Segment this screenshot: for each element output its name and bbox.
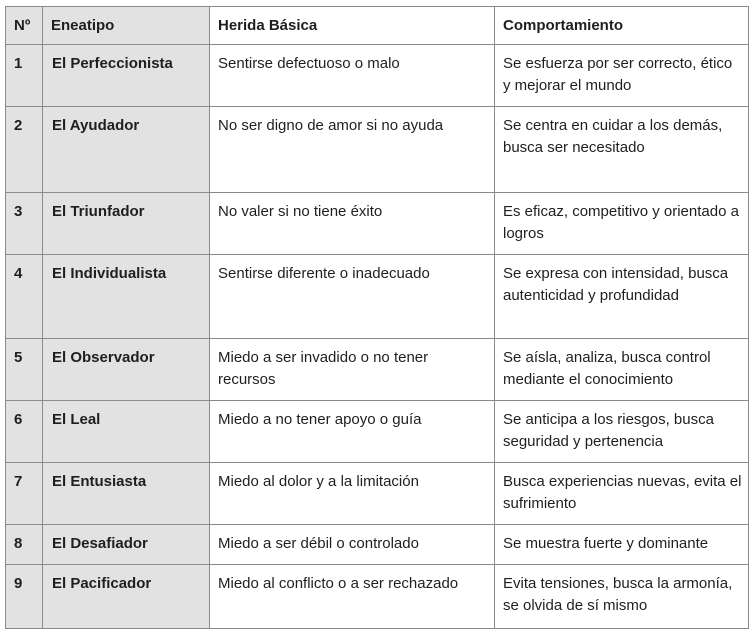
cell-comportamiento: Se expresa con intensidad, busca autenticidad y profundidad — [495, 255, 749, 339]
cell-num: 2 — [6, 107, 43, 193]
cell-herida: Miedo a ser invadido o no tener recursos — [210, 339, 495, 401]
cell-eneatipo: El Pacificador — [43, 565, 210, 629]
cell-num: 6 — [6, 401, 43, 463]
table-row — [6, 339, 749, 401]
cell-num: 4 — [6, 255, 43, 339]
cell-herida: Miedo al conflicto o a ser rechazado — [210, 565, 495, 629]
cell-eneatipo: El Individualista — [43, 255, 210, 339]
cell-comportamiento: Se muestra fuerte y dominante — [495, 525, 749, 565]
cell-eneatipo: El Ayudador — [43, 107, 210, 193]
cell-num: 9 — [6, 565, 43, 629]
table-row — [6, 565, 749, 629]
cell-herida: Miedo a no tener apoyo o guía — [210, 401, 495, 463]
cell-num: 3 — [6, 193, 43, 255]
cell-eneatipo: El Triunfador — [43, 193, 210, 255]
cell-comportamiento: Se esfuerza por ser correcto, ético y mejorar el mundo — [495, 45, 749, 107]
header-num: Nº — [6, 7, 43, 45]
table-row — [6, 255, 749, 339]
table-row — [6, 401, 749, 463]
cell-herida: Sentirse defectuoso o malo — [210, 45, 495, 107]
cell-num: 7 — [6, 463, 43, 525]
cell-eneatipo: El Observador — [43, 339, 210, 401]
header-comportamiento: Comportamiento — [495, 7, 749, 45]
cell-comportamiento: Evita tensiones, busca la armonía, se olvida de sí mismo — [495, 565, 749, 629]
cell-herida: Miedo al dolor y a la limitación — [210, 463, 495, 525]
cell-num: 8 — [6, 525, 43, 565]
table-row — [6, 463, 749, 525]
cell-comportamiento: Es eficaz, competitivo y orientado a logros — [495, 193, 749, 255]
cell-eneatipo: El Leal — [43, 401, 210, 463]
table-row — [6, 45, 749, 107]
eneatipos-table — [5, 6, 749, 629]
table-row — [6, 107, 749, 193]
cell-num: 1 — [6, 45, 43, 107]
cell-eneatipo: El Perfeccionista — [43, 45, 210, 107]
cell-comportamiento: Se centra en cuidar a los demás, busca ser necesitado — [495, 107, 749, 193]
table-row — [6, 193, 749, 255]
cell-eneatipo: El Entusiasta — [43, 463, 210, 525]
header-herida: Herida Básica — [210, 7, 495, 45]
cell-num: 5 — [6, 339, 43, 401]
header-row — [6, 7, 749, 45]
cell-herida: Sentirse diferente o inadecuado — [210, 255, 495, 339]
cell-comportamiento: Se anticipa a los riesgos, busca seguridad y pertenencia — [495, 401, 749, 463]
header-eneatipo: Eneatipo — [43, 7, 210, 45]
cell-comportamiento: Se aísla, analiza, busca control mediante el conocimiento — [495, 339, 749, 401]
cell-comportamiento: Busca experiencias nuevas, evita el sufrimiento — [495, 463, 749, 525]
cell-herida: No ser digno de amor si no ayuda — [210, 107, 495, 193]
cell-eneatipo: El Desafiador — [43, 525, 210, 565]
cell-herida: Miedo a ser débil o controlado — [210, 525, 495, 565]
table-row — [6, 525, 749, 565]
cell-herida: No valer si no tiene éxito — [210, 193, 495, 255]
